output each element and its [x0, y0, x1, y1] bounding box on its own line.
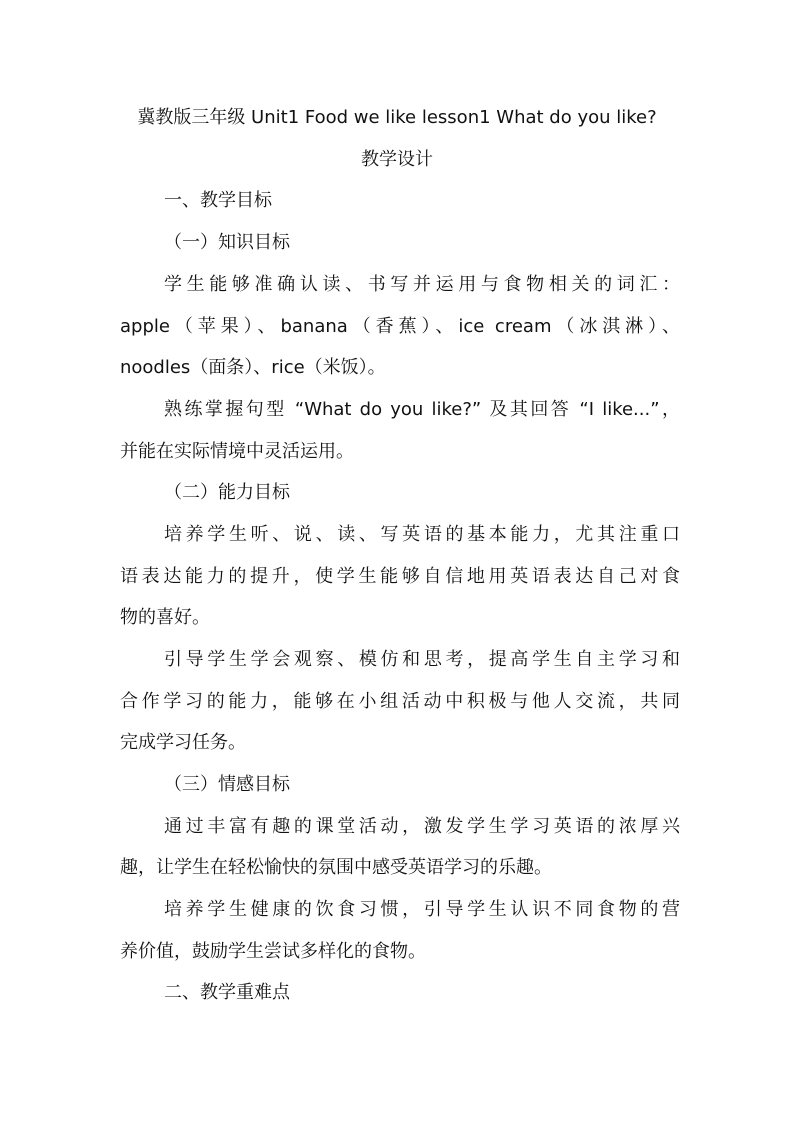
subsection-heading-emotion: （三）情感目标	[164, 774, 290, 795]
paragraph-line: 趣，让学生在轻松愉快的氛围中感受英语学习的乐趣。	[120, 857, 552, 878]
paragraph-line: 养价值，鼓励学生尝试多样化的食物。	[120, 941, 426, 962]
paragraph-line: 培养学生健康的饮食习惯，引导学生认识不同食物的营	[164, 899, 680, 920]
paragraph-line: 并能在实际情境中灵活运用。	[120, 441, 354, 462]
paragraph-line: 通过丰富有趣的课堂活动，激发学生学习英语的浓厚兴	[164, 816, 680, 837]
paragraph-line: 学生能够准确认读、书写并运用与食物相关的词汇：	[164, 274, 680, 295]
subsection-heading-ability: （二）能力目标	[164, 482, 290, 503]
paragraph-line: apple（苹果）、banana（香蕉）、ice cream（冰淇淋）、	[120, 316, 680, 337]
paragraph-line: 培养学生听、说、读、写英语的基本能力，尤其注重口	[164, 524, 680, 545]
paragraph-line: 完成学习任务。	[120, 732, 246, 753]
section-heading-objectives: 一、教学目标	[164, 190, 272, 211]
document-subtitle: 教学设计	[361, 149, 433, 170]
paragraph-line: 物的喜好。	[120, 607, 210, 628]
subsection-heading-knowledge: （一）知识目标	[164, 232, 290, 253]
paragraph-line: noodles（面条）、rice（米饭）。	[120, 357, 386, 378]
paragraph-line: 引导学生学会观察、模仿和思考，提高学生自主学习和	[164, 649, 680, 670]
paragraph-line: 熟练掌握句型 “What do you like?” 及其回答 “I like...”，	[164, 399, 680, 420]
paragraph-line: 语表达能力的提升，使学生能够自信地用英语表达自己对食	[120, 566, 680, 587]
document-title: 冀教版三年级 Unit1 Food we like lesson1 What do you like?	[137, 107, 657, 128]
paragraph-line: 合作学习的能力，能够在小组活动中积极与他人交流，共同	[120, 691, 680, 712]
section-heading-key-points: 二、教学重难点	[164, 982, 290, 1003]
